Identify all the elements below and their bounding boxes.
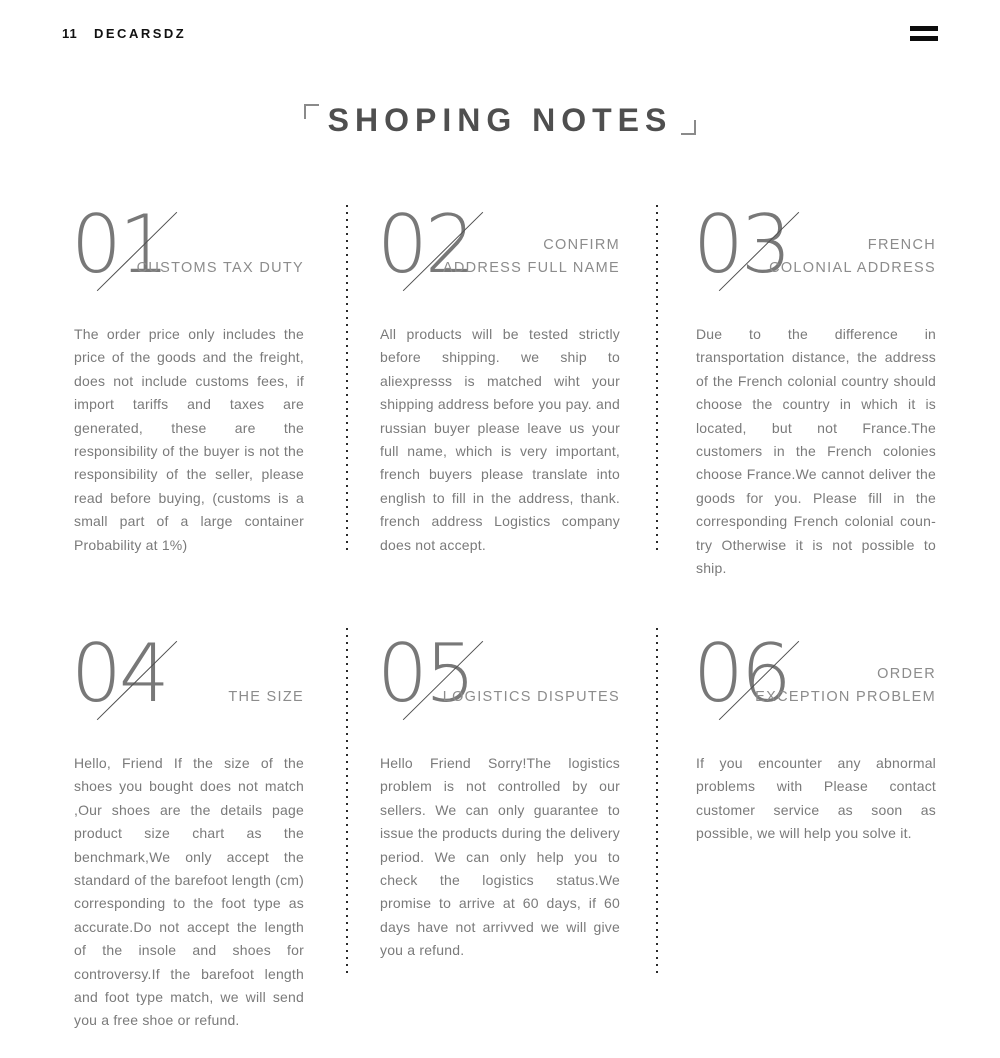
note-number-block: [693, 198, 936, 317]
note-body: If you encounter any abnormal problems with Please contact customer service as soon as possible, we will help you solve it.: [696, 755, 936, 842]
notes-row-2: [60, 627, 940, 1029]
note-heading-line1: FRENCH: [867, 237, 936, 253]
note-item-05: [377, 627, 620, 963]
note-item-02: [377, 198, 620, 557]
page-header: [0, 0, 1000, 60]
note-heading-line2: CUSTOMS TAX DUTY: [136, 260, 304, 276]
brand-name: DECARSDZ: [94, 26, 187, 41]
hamburger-menu-icon[interactable]: [910, 26, 938, 42]
note-body: The order price only includes the price of the goods and the freight, does not include customs fees, if import tariffs and taxes are generated, these are the responsibility of the buyer is not the responsibility of the seller, please read before buying, (customs is a small part of a large container Probability at 1%): [74, 326, 304, 553]
note-heading-line2: EXCEPTION PROBLEM: [755, 689, 936, 705]
notes-row-1: [60, 198, 940, 577]
menu-bar-top: [910, 26, 938, 31]
note-body: Due to the difference in transportation distance, the address of the French colonial country should choose the country in which it is located, but not France.The customers in the French colonies choose France.We cannot deliver the goods for you. Please fill in the corresponding French colonial coun-try Otherwise it is not possible to ship.: [696, 326, 936, 577]
note-heading: [443, 234, 620, 280]
note-heading-line2: LOGISTICS DISPUTES: [442, 689, 620, 705]
section-title: [0, 102, 1000, 139]
note-body: Hello, Friend If the size of the shoes you bought does not match ,Our shoes are the details page product size chart as the benchmark,We only accept the standard of the barefoot length (cm) corresponding to the foot type as accurate.Do not accept the length of the insole and shoes for controversy.If the barefoot length and foot type match, we will send you a free shoe or refund.: [74, 755, 304, 1029]
note-number-block: [377, 198, 620, 317]
note-heading-line2: COLONIAL ADDRESS: [769, 260, 936, 276]
note-number: 05: [377, 627, 473, 720]
dotted-divider: [656, 628, 658, 976]
menu-bar-bottom: [910, 36, 938, 41]
note-item-01: [71, 198, 304, 557]
note-body: All products will be tested strictly before shipping. we ship to aliexpresss is matched wiht your shipping address before you pay. and russian buyer please leave us your full name, which is very important, french buyers please translate into english to fill in the address, thank. french address Logistics company does not accept.: [380, 326, 620, 553]
note-heading-line1: CONFIRM: [543, 237, 620, 253]
note-heading-line1: ORDER: [877, 666, 936, 682]
note-number: 06: [693, 627, 789, 720]
note-heading: [443, 686, 620, 709]
note-heading: [228, 686, 304, 709]
note-heading: [137, 257, 304, 280]
note-heading: [755, 663, 936, 709]
note-item-04: [71, 627, 304, 1033]
dotted-divider: [346, 205, 348, 550]
note-body: Hello Friend Sorry!The logistics problem is not controlled by our sellers. We can only guarantee to issue the products during the delivery period. We can only help you to check the logistics status.We promise to arrive at 60 days, if 60 days have not arrivved we will give you a refund.: [380, 755, 620, 959]
note-number-block: [71, 627, 304, 746]
note-heading-line2: ADDRESS FULL NAME: [442, 260, 620, 276]
note-number-block: [693, 627, 936, 746]
dotted-divider: [656, 205, 658, 550]
note-number: 01: [71, 198, 167, 291]
note-heading: [769, 234, 936, 280]
note-item-03: [693, 198, 936, 580]
note-number-block: [71, 198, 304, 317]
note-number: 02: [377, 198, 473, 291]
note-number-block: [377, 627, 620, 746]
page-number: 11: [62, 26, 78, 41]
note-item-06: [693, 627, 936, 846]
open-corner-bracket-icon: [304, 104, 319, 119]
dotted-divider: [346, 628, 348, 976]
close-corner-bracket-icon: [681, 120, 696, 135]
note-number: 04: [71, 627, 167, 720]
note-heading-line2: THE SIZE: [228, 689, 304, 705]
note-number: 03: [693, 198, 789, 291]
section-title-text: SHOPING NOTES: [327, 102, 673, 138]
